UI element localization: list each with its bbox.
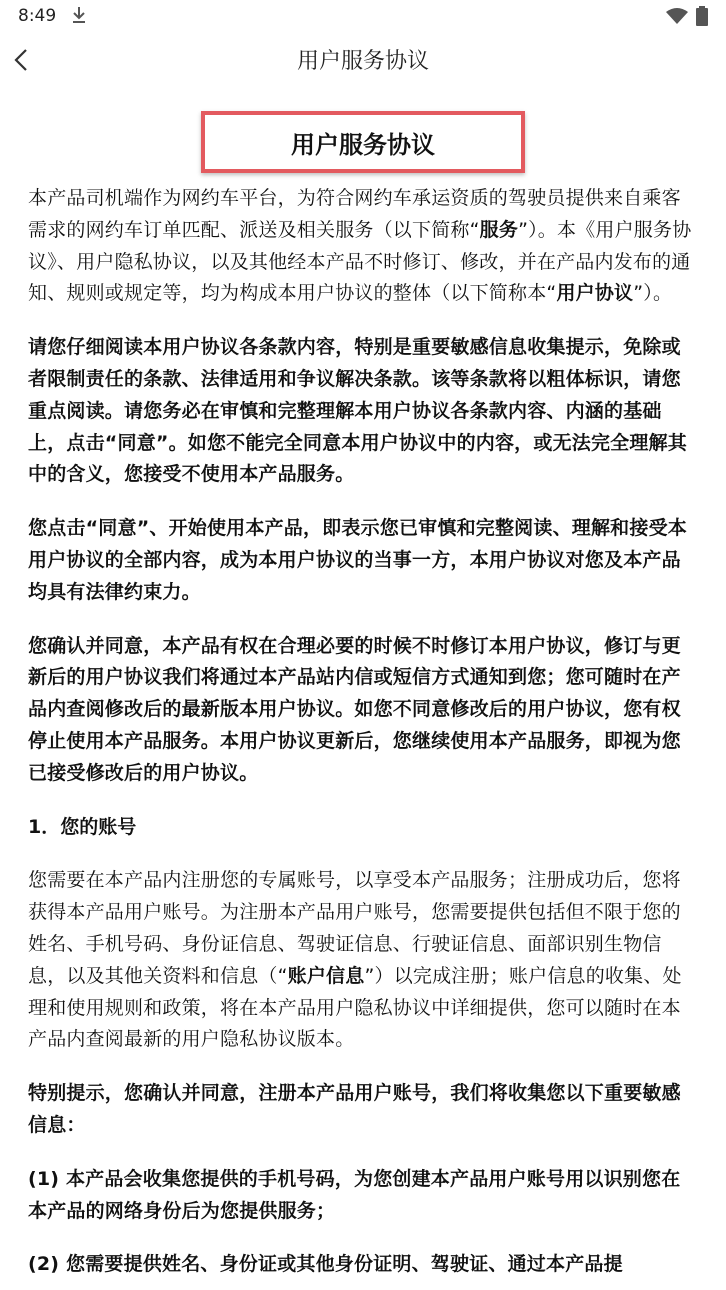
- document-title: 用户服务协议: [201, 111, 525, 173]
- agreement-content: [0, 111, 726, 1281]
- revision-paragraph: 您确认并同意，本产品有权在合理必要的时候不时修订本用户协议，修订与更新后的用户协议我们将通过本产品站内信或短信方式通知到您；您可随时在产品内查阅修改后的最新版本用户协议。如您不同意修改后的用户协议，您有权停止使用本产品服务。本用户协议更新后，您继续使用本产品服务，即视为您已接受修改后的用户协议。: [28, 634, 681, 784]
- intro-paragraph: 本产品司机端作为网约车平台，为符合网约车承运资质的驾驶员提供来自乘客需求的网约车订单匹配、派送及相关服务（以下简称“服务”）。本《用户服务协议》、用户隐私协议，以及其他经本产品不时修订、修改，并在产品内发布的通知、规则或规定等，均为构成本用户协议的整体（以下简称本“用户协议”）。: [28, 187, 692, 305]
- list-item-identity: (2) 您需要提供姓名、身份证或其他身份证明、驾驶证、通过本产品提: [28, 1253, 623, 1276]
- nav-bar: [0, 30, 726, 92]
- battery-icon: [696, 6, 708, 26]
- consent-paragraph: 您点击“同意”、开始使用本产品，即表示您已审慎和完整阅读、理解和接受本用户协议的全部内容，成为本用户协议的当事一方，本用户协议对您及本产品均具有法律约束力。: [28, 517, 687, 603]
- account-paragraph: 您需要在本产品内注册您的专属账号，以享受本产品服务；注册成功后，您将获得本产品用户账号。为注册本产品用户账号，您需要提供包括但不限于您的姓名、手机号码、身份证信息、驾驶证信息、行驶证信息、面部识别生物信息，以及其他关资料和信息（“账户信息”）以完成注册；账户信息的收集、处理和使用规则和政策，将在本产品用户隐私协议中详细提供，您可以随时在本产品内查阅最新的用户隐私协议版本。: [28, 869, 682, 1051]
- status-time: 8:49: [18, 6, 57, 26]
- read-carefully-paragraph: 请您仔细阅读本用户协议各条款内容，特别是重要敏感信息收集提示，免除或者限制责任的条款、法律适用和争议解决条款。该等条款将以粗体标识，请您重点阅读。请您务必在审慎和完整理解本用户协议各条款内容、内涵的基础上，点击“同意”。如您不能完全同意本用户协议中的内容，或无法完全理解其中的含义，您接受不使用本产品服务。: [28, 336, 687, 486]
- download-icon: [70, 5, 88, 25]
- section-heading-account: 1．您的账号: [28, 815, 137, 838]
- sensitive-info-notice: 特别提示，您确认并同意，注册本产品用户账号，我们将收集您以下重要敏感信息：: [28, 1082, 681, 1136]
- page-title: 用户服务协议: [296, 49, 429, 74]
- list-item-phone: (1) 本产品会收集您提供的手机号码，为您创建本产品用户账号用以识别您在本产品的网络身份后为您提供服务；: [28, 1167, 681, 1222]
- wifi-icon: [666, 8, 688, 24]
- status-bar: [0, 0, 726, 30]
